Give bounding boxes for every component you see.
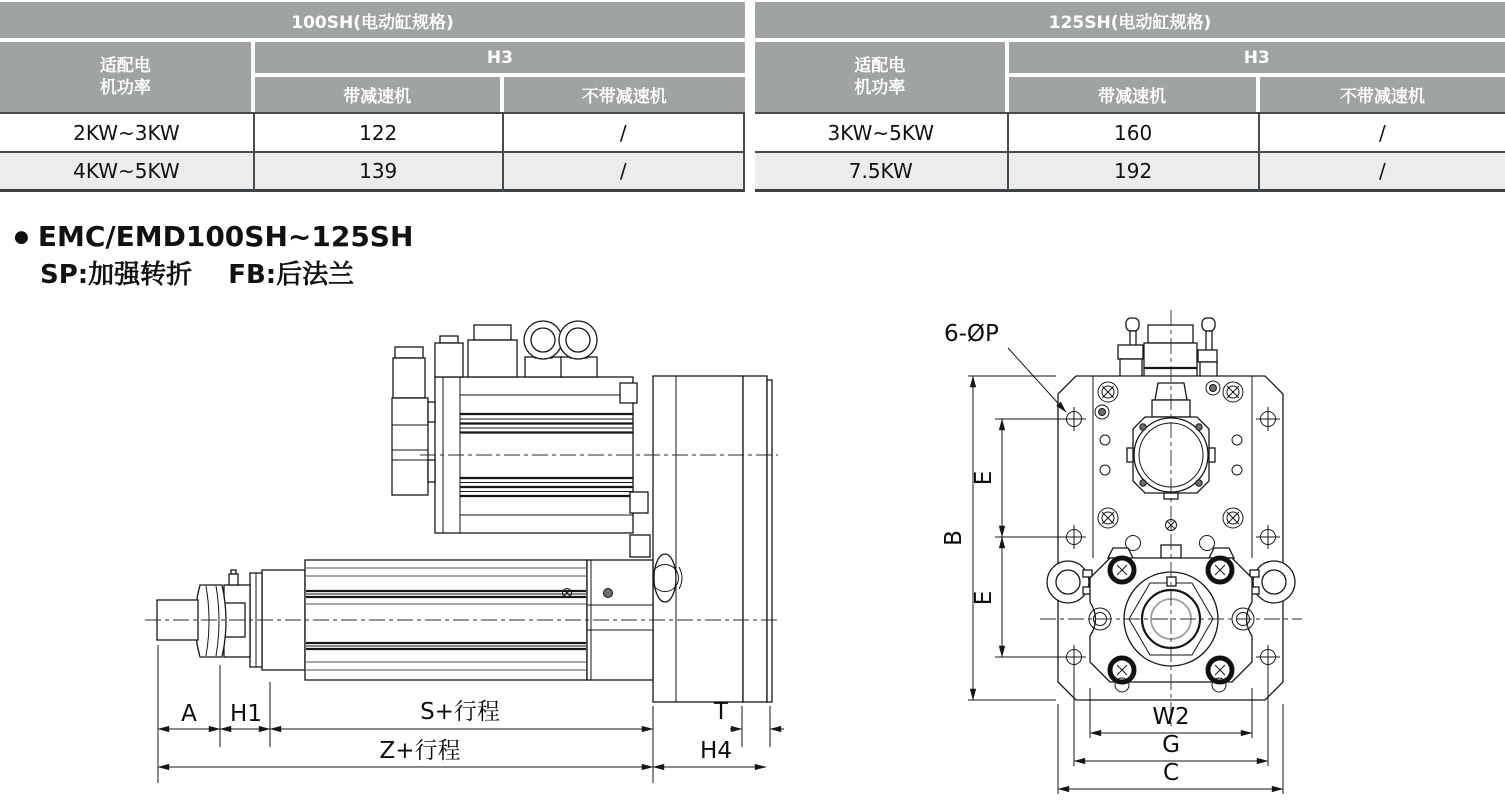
header-with-reducer: 带减速机 [255, 77, 504, 112]
cell-without-reducer: / [504, 112, 745, 153]
header-motor-power-line1: 适配电 [854, 55, 906, 76]
sensor-plug [630, 535, 650, 557]
header-motor-power [0, 42, 255, 112]
table-title-125sh: 125SH(电动缸规格) [755, 2, 1505, 42]
header-motor-power [755, 42, 1009, 112]
encoder-housing [392, 398, 428, 495]
cell-with-reducer: 139 [255, 153, 504, 192]
dim-label-s-stroke: S+行程 [420, 699, 500, 725]
dim-label-z-stroke: Z+行程 [379, 738, 461, 764]
cell-with-reducer: 160 [1009, 112, 1260, 153]
spec-table-125sh [755, 2, 1505, 192]
table-title-100sh: 100SH(电动缸规格) [0, 2, 745, 42]
cell-power: 3KW~5KW [755, 112, 1009, 153]
table-row [755, 153, 1505, 192]
eye-bolts-top [524, 321, 597, 377]
header-h3: H3 [1009, 42, 1505, 77]
dim-label-h4: H4 [700, 738, 732, 764]
grease-nipple [229, 574, 238, 585]
motor-side [392, 321, 650, 557]
dim-label-h1: H1 [230, 701, 262, 727]
cell-with-reducer: 192 [1009, 153, 1260, 192]
dim-label-a: A [181, 701, 197, 727]
table-row [755, 112, 1505, 153]
motor-connector-large [468, 340, 517, 377]
encoder-cap [395, 347, 423, 358]
dim-label-w2: W2 [1152, 704, 1190, 730]
cell-power: 4KW~5KW [0, 153, 255, 192]
motor-connector-small [435, 343, 463, 377]
header-h3: H3 [255, 42, 745, 77]
header-without-reducer: 不带减速机 [504, 77, 745, 112]
dim-label-6-op: 6-ØP [944, 321, 999, 347]
front-view-drawing [941, 310, 1302, 794]
option-fb-label: FB:后法兰 [228, 260, 355, 290]
cell-power: 2KW~3KW [0, 112, 255, 153]
header-motor-power-line2: 机功率 [99, 78, 151, 98]
dim-label-t: T [713, 699, 729, 725]
cell-power: 7.5KW [755, 153, 1009, 192]
spec-tables [0, 2, 1505, 202]
motor-connector-large-cap [474, 325, 511, 340]
front-top-connectors [1118, 318, 1217, 377]
cell-without-reducer: / [1260, 112, 1505, 153]
header-without-reducer: 不带减速机 [1260, 77, 1505, 112]
model-range-text: EMC/EMD100SH~125SH [37, 220, 414, 253]
table-row [0, 112, 745, 153]
option-sp-label: SP:加强转折 [40, 260, 193, 290]
spec-table-100sh [0, 2, 745, 192]
dim-label-e-top: E [971, 470, 997, 486]
side-view-drawing [145, 321, 784, 783]
header-motor-power-line2: 机功率 [854, 78, 906, 98]
cell-without-reducer: / [1260, 153, 1505, 192]
cell-without-reducer: / [504, 153, 745, 192]
table-row [0, 153, 745, 192]
rod-hex-nut [195, 585, 226, 657]
header-motor-power-line1: 适配电 [99, 55, 151, 76]
mounting-plate-side [648, 376, 772, 702]
dim-label-b: B [941, 530, 967, 546]
cell-with-reducer: 122 [255, 112, 504, 153]
dim-label-e-bottom: E [971, 590, 997, 606]
dim-label-g: G [1162, 732, 1180, 758]
bullet-icon: ● [14, 227, 29, 247]
header-with-reducer: 带减速机 [1009, 77, 1260, 112]
technical-drawing [0, 210, 1505, 810]
dim-label-c: C [1162, 760, 1180, 786]
rod-flange-front [1089, 545, 1254, 692]
motor-connector-small-cap [440, 336, 458, 343]
